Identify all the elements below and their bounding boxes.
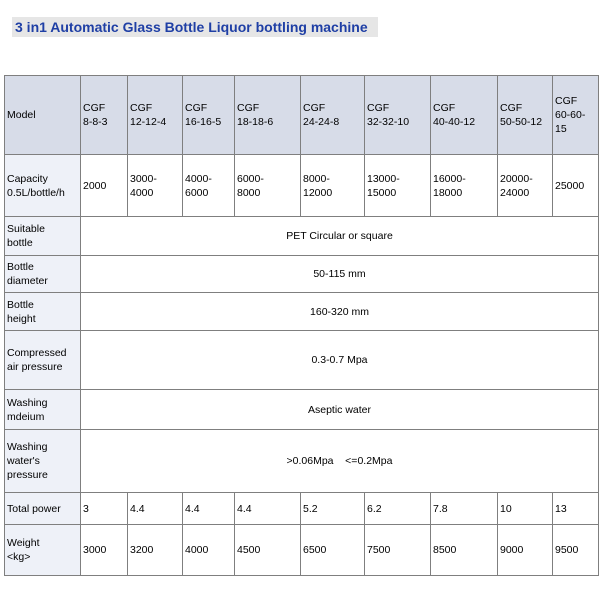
model-cell: CGF 12-12-4 [128,76,183,155]
capacity-cell: 4000- 6000 [183,155,235,217]
table-row-bottle-diameter [5,256,599,293]
capacity-cell: 2000 [81,155,128,217]
weight-cell: 3200 [128,525,183,576]
model-cell: CGF 24-24-8 [301,76,365,155]
suitable-bottle-value: PET Circular or square [81,217,599,256]
model-cell: CGF 50-50-12 [498,76,553,155]
row-label-model: Model [5,76,81,155]
model-cell: CGF 60-60-15 [553,76,599,155]
capacity-cell: 13000- 15000 [365,155,431,217]
power-cell: 3 [81,493,128,525]
power-cell: 13 [553,493,599,525]
capacity-cell: 16000- 18000 [431,155,498,217]
row-label-compressed-air: Compressed air pressure [5,331,81,390]
capacity-cell: 6000- 8000 [235,155,301,217]
bottle-diameter-value: 50-115 mm [81,256,599,293]
weight-cell: 9500 [553,525,599,576]
capacity-cell: 20000- 24000 [498,155,553,217]
model-cell: CGF 32-32-10 [365,76,431,155]
weight-cell: 8500 [431,525,498,576]
weight-cell: 9000 [498,525,553,576]
model-cell: CGF 40-40-12 [431,76,498,155]
page-title: 3 in1 Automatic Glass Bottle Liquor bottling machine [12,17,378,37]
row-label-suitable-bottle: Suitable bottle [5,217,81,256]
table-row-model [5,76,599,155]
weight-cell: 7500 [365,525,431,576]
table-row-weight [5,525,599,576]
table-row-bottle-height [5,293,599,331]
capacity-cell: 8000- 12000 [301,155,365,217]
power-cell: 10 [498,493,553,525]
weight-cell: 4000 [183,525,235,576]
capacity-cell: 25000 [553,155,599,217]
power-cell: 6.2 [365,493,431,525]
weight-cell: 6500 [301,525,365,576]
table-row-washing-pressure [5,430,599,493]
row-label-washing-pressure: Washing water's pressure [5,430,81,493]
bottle-height-value: 160-320 mm [81,293,599,331]
table-row-suitable-bottle [5,217,599,256]
washing-medium-value: Aseptic water [81,390,599,430]
model-cell: CGF 8-8-3 [81,76,128,155]
row-label-weight: Weight <kg> [5,525,81,576]
compressed-air-value: 0.3-0.7 Mpa [81,331,599,390]
table-row-capacity [5,155,599,217]
weight-cell: 4500 [235,525,301,576]
row-label-bottle-diameter: Bottle diameter [5,256,81,293]
washing-pressure-value: >0.06Mpa <=0.2Mpa [81,430,599,493]
weight-cell: 3000 [81,525,128,576]
power-cell: 4.4 [128,493,183,525]
row-label-capacity: Capacity 0.5L/bottle/h [5,155,81,217]
row-label-total-power: Total power [5,493,81,525]
power-cell: 4.4 [183,493,235,525]
row-label-bottle-height: Bottle height [5,293,81,331]
power-cell: 5.2 [301,493,365,525]
model-cell: CGF 18-18-6 [235,76,301,155]
row-label-washing-medium: Washing mdeium [5,390,81,430]
power-cell: 7.8 [431,493,498,525]
table-row-total-power [5,493,599,525]
spec-table [4,75,599,576]
table-row-washing-medium [5,390,599,430]
table-row-compressed-air [5,331,599,390]
capacity-cell: 3000- 4000 [128,155,183,217]
model-cell: CGF 16-16-5 [183,76,235,155]
power-cell: 4.4 [235,493,301,525]
